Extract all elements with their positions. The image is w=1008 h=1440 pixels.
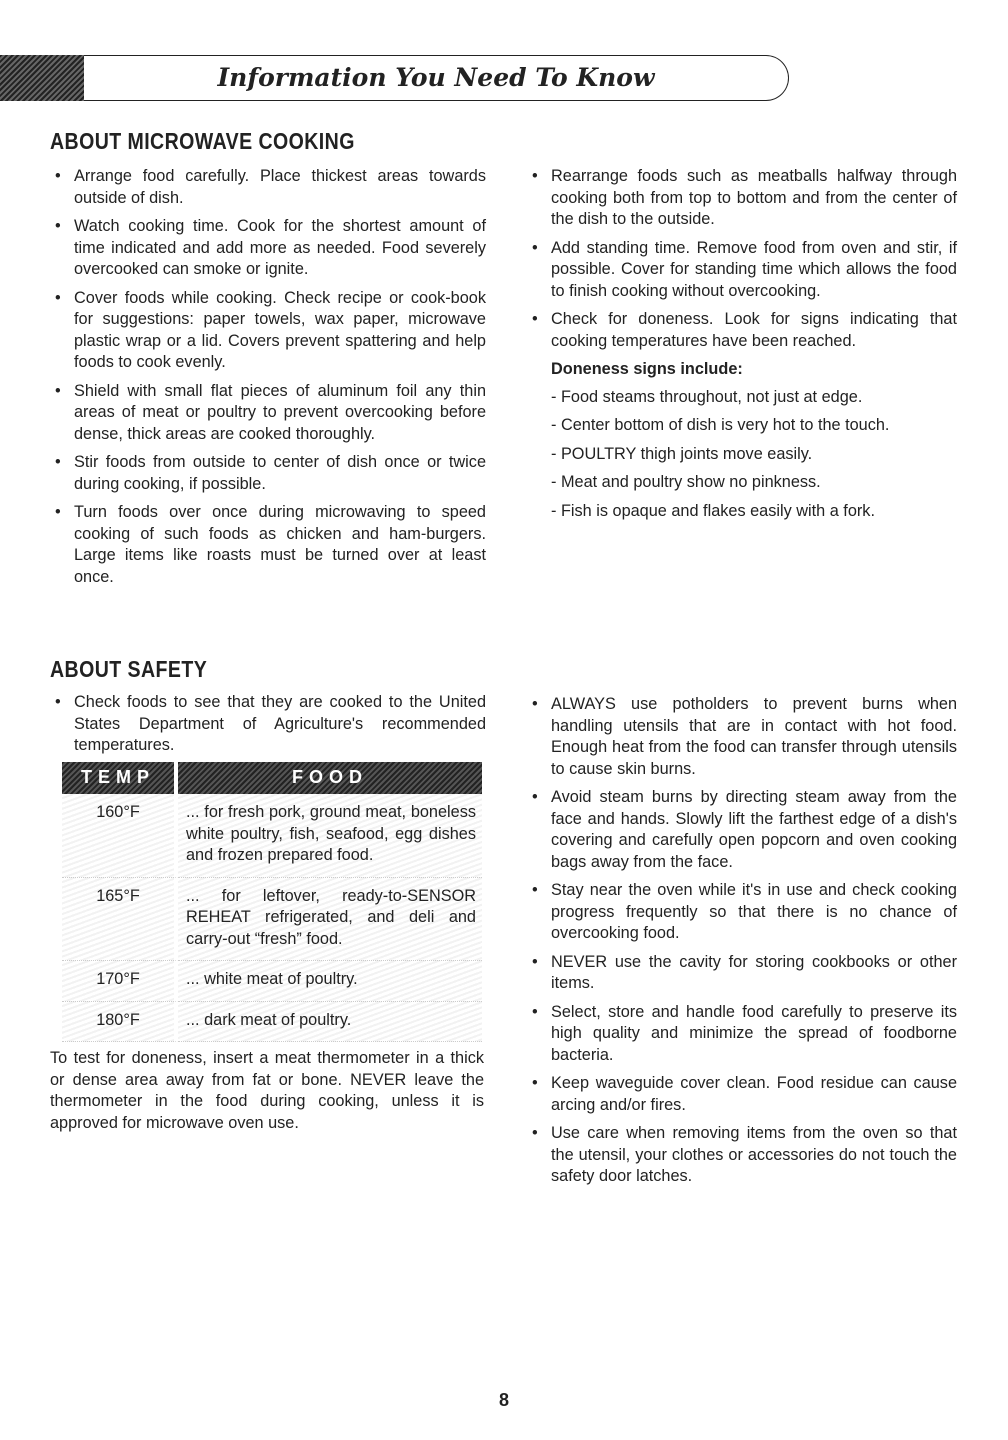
section-heading-microwave: ABOUT MICROWAVE COOKING [50,128,355,154]
temp-cell: 165°F [62,878,178,962]
microwave-right-column [527,166,957,529]
list-item: • Use care when removing items from the oven so that the utensil, your clothes or accessories do not touch the safety door latches. [527,1123,957,1188]
page-number: 8 [498,1390,509,1410]
list-item: • Cover foods while cooking. Check recipe or cook-book for suggestions: paper towels, wax paper, microwave plastic wrap or a lid. Covers prevent spattering and help foods to cook evenly. [50,288,486,374]
temp-cell: 160°F [62,794,178,878]
list-item: • Avoid steam burns by directing steam away from the face and hands. Slowly lift the farthest edge of a dish's covering and carefully open popcorn and oven cooking bags away from the face. [527,787,957,873]
page-title: Information You Need To Know [217,63,655,92]
safety-right-column [527,694,957,1195]
list-item: • Shield with small flat pieces of aluminum foil any thin areas of meat or poultry to prevent overcooking before dense, thick areas are cooked thoroughly. [50,381,486,446]
banner-pattern [0,55,84,101]
temp-cell: 180°F [62,1002,178,1043]
list-item: • Rearrange foods such as meatballs halfway through cooking both from top to bottom and from the center of the dish to the outside. [527,166,957,231]
table-header-temp: TEMP [62,762,178,794]
temperature-table [62,762,482,1042]
list-item: • Stir foods from outside to center of dish once or twice during cooking, if possible. [50,452,486,495]
list-item: • Stay near the oven while it's in use and check cooking progress frequently so that there is no chance of overcooking food. [527,880,957,945]
list-item: • Turn foods over once during microwaving to speed cooking of such foods as chicken and ham-burgers. Large items like roasts must be turned over at least once. [50,502,486,588]
list-item: • Check for doneness. Look for signs indicating that cooking temperatures have been reached. [527,309,957,352]
table-row [62,1002,482,1043]
temp-cell: 170°F [62,961,178,1002]
list-item: • Watch cooking time. Cook for the shortest amount of time indicated and add more as needed. Food severely overcooked can smoke or ignite. [50,216,486,281]
doneness-item: - Meat and poultry show no pinkness. [551,473,821,491]
safety-intro [50,692,486,764]
table-row [62,961,482,1002]
doneness-heading: Doneness signs include: [551,360,743,378]
food-cell: ... for fresh pork, ground meat, boneless white poultry, fish, seafood, egg dishes and frozen prepared food. [178,794,482,878]
food-cell: ... white meat of poultry. [178,961,482,1002]
list-item: • NEVER use the cavity for storing cookbooks or other items. [527,952,957,995]
table-row [62,878,482,962]
list-item: • Add standing time. Remove food from oven and stir, if possible. Cover for standing time which allows the food to finish cooking without overcooking. [527,238,957,303]
thermometer-note: To test for doneness, insert a meat thermometer in a thick or dense area away from fat or bone. NEVER leave the thermometer in the food during cooking, unless it is approved for microwave oven use. [50,1049,484,1132]
doneness-item: - POULTRY thigh joints move easily. [551,444,813,463]
table-header-food: FOOD [178,762,482,794]
list-item: • Select, store and handle food carefully to preserve its high quality and minimize the spread of foodborne bacteria. [527,1002,957,1067]
list-item: • Keep waveguide cover clean. Food residue can cause arcing and/or fires. [527,1073,957,1116]
list-item: • Check foods to see that they are cooked to the United States Department of Agriculture's recommended temperatures. [50,692,486,757]
food-cell: ... for leftover, ready-to-SENSOR REHEAT refrigerated, and deli and carry-out “fresh” food. [178,878,482,962]
doneness-item: - Center bottom of dish is very hot to the touch. [551,416,890,434]
doneness-item: - Fish is opaque and flakes easily with a fork. [551,501,875,520]
doneness-item: - Food steams throughout, not just at edge. [551,387,863,406]
list-item: • Arrange food carefully. Place thickest areas towards outside of dish. [50,166,486,209]
food-cell: ... dark meat of poultry. [178,1002,482,1043]
section-heading-safety: ABOUT SAFETY [50,656,208,682]
table-row [62,794,482,878]
list-item: • ALWAYS use potholders to prevent burns when handling utensils that are in contact with hot food. Enough heat from the food can transfer through utensils to cause skin burns. [527,694,957,780]
microwave-left-column [50,166,486,595]
